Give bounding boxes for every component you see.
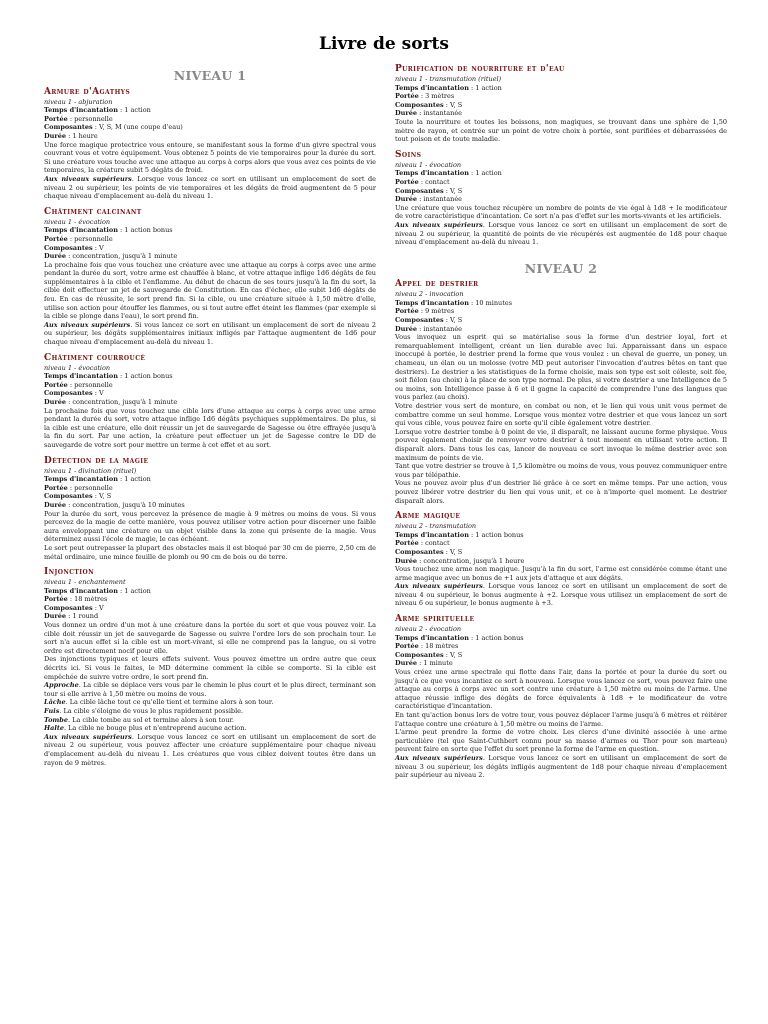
spell-duration: Durée : concentration, jusqu'à 10 minutes <box>44 500 185 509</box>
stat-label: Composantes <box>395 100 444 109</box>
spell-school: niveau 1 - évocation <box>44 217 111 226</box>
stat-label: Portée <box>44 234 68 243</box>
description-paragraph <box>395 333 727 402</box>
paragraph-text: Vous donnez un ordre d'un mot à une créature dans la portée du sort et que vous pouvez voir. La cible doit réussir un jet de sauvegarde de Sagesse ou suivre l'ordre lors de son prochain tour. Le sort n'a aucun effet si la cible est un mort-vivant, si elle ne comprend pas la langue, ou si votre ordre est directement nocif pour elle. <box>44 621 376 655</box>
stat-label: Composantes <box>44 123 93 132</box>
stat-value: 1 action bonus <box>124 372 173 381</box>
spell-casting-time: Temps d'incantation : 1 action <box>44 586 151 595</box>
spell-description <box>395 204 727 247</box>
description-paragraph <box>44 261 376 321</box>
description-paragraph <box>44 321 376 347</box>
stat-label: Durée <box>44 500 67 509</box>
paragraph-lead: Lâche <box>44 698 66 707</box>
level-heading: NIVEAU 2 <box>524 260 598 276</box>
stat-value: concentration, jusqu'à 10 minutes <box>72 500 185 509</box>
description-paragraph <box>44 716 376 725</box>
spell-description <box>395 118 727 144</box>
spell-components: Composantes : V, S <box>395 547 463 556</box>
spell-casting-time: Temps d'incantation : 1 action bonus <box>44 372 173 381</box>
spell-entry <box>395 150 727 247</box>
stat-value: V, S <box>450 100 463 109</box>
spell-components: Composantes : V <box>44 243 104 252</box>
spell-description <box>44 141 376 201</box>
stat-value: concentration, jusqu'à 1 minute <box>72 252 178 261</box>
stat-value: 1 action <box>475 83 502 92</box>
spell-components: Composantes : V <box>44 603 104 612</box>
spell-school: niveau 2 - invocation <box>395 290 464 299</box>
paragraph-lead: Aux niveaux supérieurs <box>395 753 483 762</box>
spell-school: niveau 1 - transmutation (rituel) <box>395 75 502 83</box>
spell-duration: Durée : 1 heure <box>44 131 98 140</box>
paragraph-text: Votre destrier vous sert de monture, en combat ou non, et le lien qui vous unit vous permet de combattre comme un seul homme. Lorsque vous montez votre destrier et que vous lancez un sort qui vous cible, vous pouvez faire en sorte qu'il cible également votre destrier. <box>395 402 727 428</box>
left-column <box>44 60 376 773</box>
stat-value: instantanée <box>423 324 463 333</box>
spell-duration: Durée : 1 round <box>44 612 99 621</box>
description-paragraph <box>395 582 727 608</box>
spell-range: Portée : contact <box>395 539 450 548</box>
stat-label: Durée <box>395 195 418 204</box>
paragraph-text: Pour la durée du sort, vous percevez la présence de magie à 9 mètres ou moins de vous. Si vous percevez de la magie de cette manière, vous pouvez utiliser votre action pour discerner une faible aura enveloppant une créature ou un objet visible dans la zone qui présente de la magie. Vous déterminez aussi l'école de magie, le cas échéant. <box>44 509 376 544</box>
spell-name: Injonction <box>44 567 95 578</box>
description-paragraph <box>395 402 727 428</box>
spell-description <box>395 333 727 505</box>
spell-name: Appel de destrier <box>395 279 479 290</box>
spell-range: Portée : personnelle <box>44 234 113 243</box>
paragraph-lead: Approche <box>44 681 79 690</box>
spell-duration: Durée : concentration, jusqu'à 1 minute <box>44 252 178 261</box>
description-paragraph <box>395 204 727 221</box>
stat-value: V <box>99 243 104 252</box>
stat-value: contact <box>425 177 450 186</box>
spell-casting-time: Temps d'incantation : 10 minutes <box>395 298 513 307</box>
paragraph-lead: Aux niveaux supérieurs <box>44 732 132 741</box>
spell-school: niveau 1 - enchantement <box>44 578 126 587</box>
stat-label: Temps d'incantation <box>395 298 469 307</box>
description-paragraph <box>44 141 376 175</box>
description-paragraph <box>395 118 727 144</box>
stat-label: Composantes <box>44 492 93 501</box>
paragraph-text: La prochaine fois que vous touchez une créature avec une attaque au corps à corps avec une arme pendant la durée du sort, votre arme est chauffée à blanc, et votre attaque inflige 1d6 dégâts de feu supplémentaires à la cible et l'enflamme. Au début de chacun de ses tours jusqu'à la fin du sort, la cible doit effectuer un jet de sauvegarde de Constitution. En cas d'échec, elle subit 1d6 dégâts de feu. En cas de réussite, le sort prend fin. Si la cible, ou une créature située à 1,50 mètre d'elle, utilise son action pour étouffer les flammes, ou si tout autre effet éteint les flammes (par exemple si la cible se plonge dans l'eau), le sort prend fin. <box>44 260 376 321</box>
paragraph-text: Vous créez une arme spectrale qui flotte dans l'air, dans la portée et pour la durée du sort ou jusqu'à ce que vous incantiez ce sort à nouveau. Lorsque vous lancez ce sort, vous pouvez faire une attaque au corps à corps avec un sort contre une créature à 1,50 mètre ou moins de l'arme. Une attaque réussie inflige des dégâts de force équivalents à 1d8 + le modificateur de votre caractéristique d'incantation. <box>395 668 727 711</box>
stat-label: Composantes <box>44 603 93 612</box>
stat-value: personnelle <box>74 114 113 123</box>
spell-duration: Durée : instantanée <box>395 109 463 118</box>
spell-entry <box>44 567 376 767</box>
stat-value: instantanée <box>423 109 463 118</box>
stat-label: Portée <box>44 483 68 492</box>
spell-description <box>44 510 376 562</box>
stat-label: Durée <box>395 324 418 333</box>
paragraph-text: . Si vous lancez ce sort en utilisant un emplacement de sort de niveau 2 ou supérieur, les dégâts supplémentaires initiaux infligés par l'attaque augmentent de 1d6 pour chaque niveau d'emplacement au-delà du niveau 1. <box>44 320 376 347</box>
stat-label: Portée <box>395 642 419 651</box>
stat-label: Composantes <box>395 650 444 659</box>
description-paragraph <box>44 681 376 698</box>
paragraph-text: Le sort peut outrepasser la plupart des obstacles mais il est bloqué par 30 cm de pierre, 2,50 cm de métal ordinaire, une mince feuille de plomb ou 90 cm de bois ou de terre. <box>44 543 376 561</box>
stat-value: 18 mètres <box>425 642 459 651</box>
description-paragraph <box>44 175 376 201</box>
paragraph-lead: Halte <box>44 724 64 733</box>
spell-description <box>44 621 376 767</box>
stat-label: Durée <box>44 398 67 406</box>
stat-value: V, S <box>450 316 463 325</box>
paragraph-lead: Tombe <box>44 715 68 724</box>
paragraph-text: Vous ne pouvez avoir plus d'un destrier lié grâce à ce sort en même temps. Par une action, vous pouvez libérer votre destrier du lien qui vous unit, et ce à n'importe quel moment. Le destrier disparaît alors. <box>395 479 727 505</box>
description-paragraph <box>395 428 727 462</box>
spell-entry <box>44 353 376 450</box>
stat-value: 18 mètres <box>74 595 108 604</box>
spell-name: Soins <box>395 149 422 160</box>
paragraph-text: . La cible tombe au sol et termine alors à son tour. <box>68 715 234 724</box>
stat-label: Temps d'incantation <box>395 169 469 178</box>
paragraph-text: Vous invoquez un esprit qui se matérialise sous la forme d'un destrier loyal, fort et remarquablement intelligent, créant un lien durable avec lui. Apparaissant dans un espace inoccupé à portée, le destrier prend la forme que vous voulez : un cheval de guerre, un poney, un chameau, un élan ou un molosse (votre MD peut autoriser l'invocation d'autres bêtes en tant que destriers). Le destrier a les statistiques de la forme choisie, mais son type est soit céleste, soit fée, soit fiélon (au choix) à la place de son type normal. De plus, si votre destrier a une Intelligence de 5 ou moins, son Intelligence passe à 6 et il gagne la capacité de comprendre l'une des langues que vous parlez (au choix). <box>395 333 727 402</box>
right-column <box>395 60 727 786</box>
stat-label: Temps d'incantation <box>44 475 118 484</box>
stat-value: V <box>99 603 104 612</box>
stat-value: 1 action bonus <box>124 226 173 235</box>
paragraph-text: Toute la nourriture et toutes les boissons, non magiques, se trouvant dans une sphère de 1,50 mètre de rayon, et centrée sur un point de votre choix à portée, sont purifiées et débarrassées de tout poison et de toute maladie. <box>395 117 727 144</box>
stat-value: 9 mètres <box>425 307 455 316</box>
stat-value: instantanée <box>423 195 463 204</box>
stat-label: Durée <box>395 109 418 118</box>
stat-value: 1 action <box>124 586 151 595</box>
stat-label: Temps d'incantation <box>395 530 469 539</box>
paragraph-text: . La cible s'éloigne de vous le plus rapidement possible. <box>59 707 244 715</box>
stat-value: 1 heure <box>72 131 98 140</box>
stat-value: 1 action <box>124 475 151 484</box>
paragraph-lead: Fuis <box>44 707 60 715</box>
paragraph-text: . Lorsque vous lancez ce sort en utilisant un emplacement de sort de niveau 2 ou supérieur, vous pouvez affecter une créature supplémentaire pour chaque niveau d'emplacement au-delà du niveau 1. Les créatures que vous ciblez doivent toutes être dans un rayon de 9 mètres. <box>44 732 376 767</box>
spell-entry <box>44 456 376 562</box>
stat-value: 3 mètres <box>425 92 455 101</box>
spell-name: Armure d'Agathys <box>44 86 131 97</box>
description-paragraph <box>44 407 376 450</box>
paragraph-text: Des injonctions typiques et leurs effets suivent. Vous pouvez émettre un ordre autre que ceux décrits ici. Si vous le faites, le MD détermine comment la cible se comporte. Si la cible est empêchée de suivre votre ordre, le sort prend fin. <box>44 655 376 681</box>
paragraph-text: . Lorsque vous lancez ce sort en utilisant un emplacement de sort de niveau 3 ou supérieur, les dégâts infligés augmentent de 1d8 pour chaque niveau d'emplacement pair supérieur au niveau 2. <box>395 753 727 780</box>
spell-duration: Durée : concentration, jusqu'à 1 heure <box>395 556 525 565</box>
description-paragraph <box>44 621 376 655</box>
description-paragraph <box>395 754 727 780</box>
stat-label: Portée <box>395 307 419 316</box>
spell-casting-time: Temps d'incantation : 1 action <box>44 106 151 115</box>
stat-label: Composantes <box>44 389 93 398</box>
spell-description <box>44 261 376 347</box>
paragraph-text: Lorsque votre destrier tombe à 0 point de vie, il disparaît, ne laissant aucune forme physique. Vous pouvez également choisir de renvoyer votre destrier à tout moment en utilisant votre action. Il disparaît alors. Dans tous les cas, lancer de nouveau ce sort invoque le même destrier avec son maximum de points de vie. <box>395 427 727 462</box>
document-title: Livre de sorts <box>319 34 449 54</box>
paragraph-text: Tant que votre destrier se trouve à 1,5 kilomètre ou moins de vous, vous pouvez communiquer entre vous par télépathie. <box>395 462 727 479</box>
paragraph-text: . La cible se déplace vers vous par le chemin le plus court et le plus direct, terminant son tour si elle arrive à 1,50 mètre ou moins de vous. <box>44 681 376 698</box>
spell-components: Composantes : V, S <box>395 650 463 659</box>
stat-value: contact <box>425 539 450 548</box>
paragraph-text: En tant qu'action bonus lors de votre tour, vous pouvez déplacer l'arme jusqu'à 6 mètres et réitérer l'attaque contre une créature à 1,50 mètre ou moins de l'arme. <box>395 711 727 728</box>
description-paragraph <box>44 544 376 561</box>
spell-casting-time: Temps d'incantation : 1 action <box>44 475 151 484</box>
spell-duration: Durée : instantanée <box>395 195 463 204</box>
stat-value: V, S <box>450 547 463 556</box>
spell-school: niveau 1 - divination (rituel) <box>44 466 137 475</box>
stat-label: Portée <box>395 177 419 186</box>
spell-components: Composantes : V, S <box>44 492 112 501</box>
spell-name: Arme spirituelle <box>395 614 475 625</box>
paragraph-text: La prochaine fois que vous touchez une cible lors d'une attaque au corps à corps avec une arme pendant la durée du sort, votre attaque inflige 1d6 dégâts psychiques supplémentaires. De plus, si la cible est une créature, elle doit réussir un jet de sauvegarde de Sagesse ou être effrayée jusqu'à la fin du sort. Par une action, la créature peut effectuer un jet de Sagesse contre le DD de sauvegarde de votre sort pour mettre un terme à cet effet et au sort. <box>44 406 376 449</box>
spell-duration: Durée : concentration, jusqu'à 1 minute <box>44 398 178 406</box>
stat-value: personnelle <box>74 483 113 492</box>
stat-label: Portée <box>44 114 68 123</box>
spell-school: niveau 1 - abjuration <box>44 97 113 106</box>
spell-duration: Durée : 1 minute <box>395 659 453 668</box>
stat-label: Portée <box>44 595 68 604</box>
spell-name: Purification de nourriture et d'eau <box>395 64 565 74</box>
paragraph-text: . Lorsque vous lancez ce sort en utilisant un emplacement de sort de niveau 2 ou supérieur, la quantité de points de vie récupérés est augmentée de 1d8 pour chaque niveau d'emplacement au-delà du niveau 1. <box>395 220 727 247</box>
spell-entry <box>395 279 727 505</box>
paragraph-text: . La cible lâche tout ce qu'elle tient et termine alors à son tour. <box>65 698 274 707</box>
stat-label: Portée <box>395 539 419 548</box>
spell-range: Portée : 18 mètres <box>395 642 459 651</box>
stat-value: V, S <box>450 650 463 659</box>
spell-description <box>395 565 727 608</box>
description-paragraph <box>44 698 376 707</box>
stat-value: 1 action <box>475 169 502 178</box>
stat-value: V <box>99 389 104 398</box>
spell-range: Portée : 18 mètres <box>44 595 108 604</box>
level-heading: NIVEAU 1 <box>173 68 247 83</box>
spell-name: Châtiment courroucé <box>44 352 146 363</box>
spell-description <box>395 668 727 780</box>
paragraph-lead: Aux niveaux supérieurs <box>44 174 132 183</box>
stat-value: 1 action <box>124 106 151 115</box>
paragraph-text: Une force magique protectrice vous entoure, se manifestant sous la forme d'un givre spectral vous couvrant vous et votre équipement. Vous obtenez 5 points de vie temporaires pour la durée du sort. Si une créature vous touche avec une attaque au corps à corps alors que vous avez ces points de vie temporaires, la créature subit 5 dégâts de froid. <box>44 140 376 175</box>
stat-label: Temps d'incantation <box>44 226 118 235</box>
stat-value: 1 action bonus <box>475 633 524 642</box>
spell-name: Détection de la magie <box>44 455 149 466</box>
paragraph-lead: Aux niveaux supérieurs <box>395 582 483 591</box>
paragraph-text: . Lorsque vous lancez ce sort en utilisant un emplacement de sort de niveau 2 ou supérieur, les points de vie temporaires et les dégâts de froid augmentent de 5 pour chaque niveau d'emplacement au-delà du niveau 1. <box>44 174 376 201</box>
description-paragraph <box>395 565 727 582</box>
description-paragraph <box>395 668 727 711</box>
spell-entry <box>44 87 376 201</box>
spell-components: Composantes : V, S <box>395 100 463 109</box>
stat-label: Durée <box>395 659 418 668</box>
stat-label: Temps d'incantation <box>395 633 469 642</box>
stat-value: V, S <box>450 186 463 195</box>
stat-label: Temps d'incantation <box>44 372 118 381</box>
spell-casting-time: Temps d'incantation : 1 action bonus <box>395 633 524 642</box>
spell-casting-time: Temps d'incantation : 1 action <box>395 169 502 178</box>
spell-entry <box>395 64 727 144</box>
paragraph-text: . La cible ne bouge plus et n'entreprend aucune action. <box>63 724 247 733</box>
stat-label: Durée <box>44 612 67 621</box>
spell-description <box>44 407 376 450</box>
spell-school: niveau 2 - évocation <box>395 625 462 634</box>
spell-range: Portée : personnelle <box>44 483 113 492</box>
stat-value: concentration, jusqu'à 1 heure <box>423 556 525 565</box>
spell-duration: Durée : instantanée <box>395 324 463 333</box>
stat-label: Temps d'incantation <box>44 586 118 595</box>
stat-label: Durée <box>44 131 67 140</box>
spell-entry <box>395 614 727 780</box>
spell-school: niveau 2 - transmutation <box>395 522 477 531</box>
paragraph-text: Vous touchez une arme non magique. Jusqu'à la fin du sort, l'arme est considérée comme étant une arme magique avec un bonus de +1 aux jets d'attaque et aux dégâts. <box>395 565 727 582</box>
stat-value: 1 round <box>72 612 99 621</box>
spell-range: Portée : contact <box>395 177 450 186</box>
description-paragraph <box>44 655 376 681</box>
stat-label: Composantes <box>395 316 444 325</box>
spell-casting-time: Temps d'incantation : 1 action bonus <box>395 530 524 539</box>
paragraph-lead: Aux niveaux supérieurs <box>395 220 483 229</box>
stat-label: Temps d'incantation <box>44 106 118 115</box>
description-paragraph <box>44 510 376 544</box>
spell-casting-time: Temps d'incantation : 1 action <box>395 83 502 92</box>
stat-value: 10 minutes <box>475 298 513 307</box>
spell-range: Portée : 3 mètres <box>395 92 455 101</box>
stat-value: 1 action bonus <box>475 530 524 539</box>
stat-label: Portée <box>44 380 68 389</box>
spell-range: Portée : personnelle <box>44 380 113 389</box>
stat-value: 1 minute <box>423 659 453 668</box>
description-paragraph <box>44 733 376 767</box>
description-paragraph <box>395 728 727 754</box>
paragraph-lead: Aux niveaux supérieurs <box>44 320 131 329</box>
spell-name: Arme magique <box>395 511 461 522</box>
stat-label: Portée <box>395 92 419 101</box>
stat-label: Durée <box>44 252 67 261</box>
stat-value: personnelle <box>74 380 113 389</box>
description-paragraph <box>395 462 727 479</box>
stat-label: Composantes <box>395 186 444 195</box>
spell-entry <box>395 511 727 608</box>
stat-value: V, S, M (une coupe d'eau) <box>99 123 183 132</box>
spell-range: Portée : 9 mètres <box>395 307 455 316</box>
spell-name: Châtiment calcinant <box>44 206 142 217</box>
paragraph-text: Une créature que vous touchez récupère un nombre de points de vie égal à 1d8 + le modificateur de votre caractéristique d'incantation. Ce sort n'a pas d'effet sur les morts-vivants et les artificiels. <box>395 203 727 221</box>
stat-value: V, S <box>99 492 112 501</box>
spell-school: niveau 1 - évocation <box>44 363 111 372</box>
stat-label: Durée <box>395 556 418 565</box>
stat-label: Composantes <box>44 243 93 252</box>
spell-components: Composantes : V, S <box>395 316 463 325</box>
spell-components: Composantes : V, S <box>395 186 463 195</box>
paragraph-text: L'arme peut prendre la forme de votre choix. Les clercs d'une divinité associée à une arme particulière (tel que Saint-Cuthbert connu pour sa masse d'armes ou Thor pour son marteau) peuvent faire en sorte que l'effet du sort prenne la forme de l'arme en question. <box>395 728 727 754</box>
spell-components: Composantes : V <box>44 389 104 398</box>
description-paragraph <box>44 724 376 733</box>
spell-school: niveau 1 - évocation <box>395 160 462 169</box>
spell-components: Composantes : V, S, M (une coupe d'eau) <box>44 123 183 132</box>
stat-label: Composantes <box>395 547 444 556</box>
description-paragraph <box>395 479 727 505</box>
stat-value: concentration, jusqu'à 1 minute <box>72 398 178 406</box>
description-paragraph <box>395 221 727 247</box>
description-paragraph <box>44 707 376 716</box>
spell-range: Portée : personnelle <box>44 114 113 123</box>
spell-casting-time: Temps d'incantation : 1 action bonus <box>44 226 173 235</box>
spell-entry <box>44 207 376 347</box>
stat-label: Temps d'incantation <box>395 83 469 92</box>
paragraph-text: . Lorsque vous lancez ce sort en utilisant un emplacement de sort de niveau 4 ou supérieur, le bonus augmente à +2. Lorsque vous utilisez un emplacement de sort de niveau 6 ou supérieur, le bonus augmente à +3. <box>395 582 727 608</box>
description-paragraph <box>395 711 727 728</box>
stat-value: personnelle <box>74 234 113 243</box>
